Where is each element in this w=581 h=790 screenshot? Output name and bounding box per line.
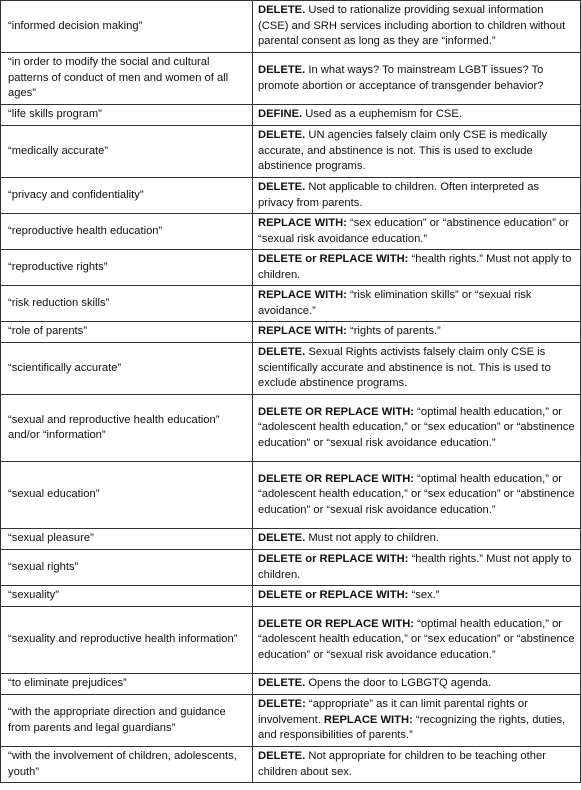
term-text: “reproductive rights” [8, 260, 108, 273]
recommendation-text: “risk elimination skills” or “sexual risk avoidance.” [258, 289, 532, 317]
action-label: REPLACE WITH: [258, 325, 347, 338]
term-cell [1, 126, 253, 178]
recommendation-cell [253, 126, 581, 178]
recommendation-text: Used to rationalize providing sexual information (CSE) and SRH services including abortion to children without parental consent as long as they are “informed.” [258, 4, 566, 48]
term-cell [1, 550, 253, 586]
recommendation-text: In what ways? To mainstream LGBT issues? To promote abortion or acceptance of transgender behavior? [258, 64, 544, 92]
table-row [1, 322, 581, 343]
table-row [1, 178, 581, 214]
term-text: “sexual rights” [8, 560, 79, 573]
term-text: “sexual education” [8, 488, 100, 501]
recommendation-cell [253, 529, 581, 550]
action-label: DEFINE. [258, 108, 303, 121]
recommendation-text: Not applicable to children. Often interpreted as privacy from parents. [258, 181, 540, 209]
term-text: “privacy and confidentiality” [8, 188, 144, 201]
action-label: DELETE. [258, 750, 306, 762]
recommendation-cell [253, 395, 581, 462]
recommendation-cell [253, 53, 581, 105]
term-cell [1, 322, 253, 343]
table-row [1, 529, 581, 550]
term-cell [1, 343, 253, 395]
term-text: “with the involvement of children, adolescents, youth” [8, 750, 237, 778]
term-cell [1, 607, 253, 674]
table-row [1, 250, 581, 286]
action-label: REPLACE WITH: [258, 217, 347, 229]
action-label: REPLACE WITH: [323, 713, 413, 726]
recommendation-cell [253, 178, 581, 214]
table-row [1, 126, 581, 178]
recommendation-text: “health rights.” Must not apply to children. [258, 253, 572, 281]
recommendation-cell [253, 550, 581, 586]
action-label: DELETE or REPLACE WITH: [258, 589, 409, 602]
recommendation-cell [253, 250, 581, 286]
recommendation-cell [253, 462, 581, 529]
term-text: “scientifically accurate” [8, 361, 122, 374]
table-row [1, 747, 581, 783]
action-label: DELETE: [258, 698, 306, 711]
table-row [1, 607, 581, 674]
recommendation-cell [253, 105, 581, 126]
recommendation-cell [253, 214, 581, 250]
term-text: “medically accurate” [8, 144, 109, 157]
table-row [1, 674, 581, 695]
term-text: “in order to modify the social and cultural patterns of conduct of men and women of all ages” [8, 56, 229, 100]
term-text: “reproductive health education” [8, 224, 163, 237]
term-text: “with the appropriate direction and guidance from parents and legal guardians” [8, 706, 226, 734]
table-row [1, 550, 581, 586]
action-label: DELETE. [258, 129, 306, 142]
term-text: “role of parents” [8, 325, 87, 338]
action-label: DELETE. [258, 346, 306, 359]
recommendation-cell [253, 343, 581, 395]
recommendation-cell [253, 695, 581, 747]
action-label: DELETE. [258, 4, 306, 17]
terms-table-body [1, 1, 581, 783]
action-label: DELETE. [258, 64, 306, 76]
term-cell [1, 747, 253, 783]
recommendation-text: Used as a euphemism for CSE. [302, 108, 462, 121]
recommendation-cell [253, 607, 581, 674]
recommendation-cell [253, 747, 581, 783]
action-label: DELETE. [258, 181, 306, 193]
recommendation-text: “appropriate” as it can limit parental rights or involvement. [258, 698, 528, 726]
term-text: “sexual and reproductive health education” and/or “information” [8, 413, 220, 441]
recommendation-text: “optimal health education,” or “adolescent health education,” or “sex education” or “abstinence education” or “sexual risk avoidance education.” [258, 472, 575, 516]
term-text: “informed decision making” [8, 19, 143, 32]
recommendation-text: “optimal health education,” or “adolescent health education,” or “sex education” or “abstinence education” or “sexual risk avoidance education.” [258, 617, 575, 661]
recommendation-text: “health rights.” Must not apply to children. [258, 553, 572, 581]
action-label: DELETE OR REPLACE WITH: [258, 617, 415, 630]
recommendation-cell [253, 322, 581, 343]
term-cell [1, 53, 253, 105]
recommendation-text: Opens the door to LGBGTQ agenda. [305, 677, 492, 690]
term-cell [1, 105, 253, 126]
term-text: “life skills program” [8, 108, 102, 121]
recommendation-text: “rights of parents.” [346, 325, 441, 338]
term-text: “sexuality and reproductive health information” [8, 633, 238, 646]
recommendation-text: Sexual Rights activists falsely claim only CSE is scientifically accurate and abstinence is not. This is used to exclude abstinence programs. [258, 346, 551, 390]
action-label: DELETE or REPLACE WITH: [258, 553, 409, 565]
recommendation-text: “recognizing the rights, duties, and responsibilities of parents.” [258, 713, 566, 742]
term-cell [1, 1, 253, 53]
recommendation-text: “optimal health education,” or “adolescent health education,” or “sex education” or “abstinence education” or “sexual risk avoidance education.” [258, 405, 575, 449]
recommendation-text: UN agencies falsely claim only CSE is medically accurate, and abstinence is not. This is used to exclude abstinence programs. [258, 129, 548, 173]
term-cell [1, 695, 253, 747]
recommendation-text: Not appropriate for children to be teaching other children about sex. [258, 750, 546, 778]
action-label: DELETE. [258, 532, 306, 545]
action-label: DELETE OR REPLACE WITH: [258, 405, 415, 418]
term-text: “sexuality” [8, 589, 59, 602]
action-label: DELETE or REPLACE WITH: [258, 253, 409, 265]
action-label: DELETE OR REPLACE WITH: [258, 472, 415, 485]
term-cell [1, 586, 253, 607]
recommendation-text: Must not apply to children. [305, 532, 439, 545]
table-row [1, 105, 581, 126]
term-text: “to eliminate prejudices” [8, 677, 127, 690]
table-row [1, 462, 581, 529]
table-row [1, 286, 581, 322]
term-text: “risk reduction skills” [8, 296, 110, 309]
term-cell [1, 286, 253, 322]
table-row [1, 1, 581, 53]
table-row [1, 343, 581, 395]
table-row [1, 214, 581, 250]
term-cell [1, 214, 253, 250]
term-cell [1, 178, 253, 214]
term-cell [1, 395, 253, 462]
recommendation-cell [253, 586, 581, 607]
term-cell [1, 674, 253, 695]
table-row [1, 53, 581, 105]
recommendation-text: “sex education” or “abstinence education” or “sexual risk avoidance education.” [258, 217, 569, 245]
term-text: “sexual pleasure” [8, 532, 94, 545]
recommendation-cell [253, 286, 581, 322]
term-cell [1, 529, 253, 550]
recommendation-cell [253, 1, 581, 53]
term-cell [1, 250, 253, 286]
action-label: REPLACE WITH: [258, 289, 347, 301]
table-row [1, 695, 581, 747]
recommendation-text: “sex.” [408, 589, 440, 602]
term-cell [1, 462, 253, 529]
table-row [1, 586, 581, 607]
recommendation-cell [253, 674, 581, 695]
action-label: DELETE. [258, 677, 306, 690]
table-row [1, 395, 581, 462]
